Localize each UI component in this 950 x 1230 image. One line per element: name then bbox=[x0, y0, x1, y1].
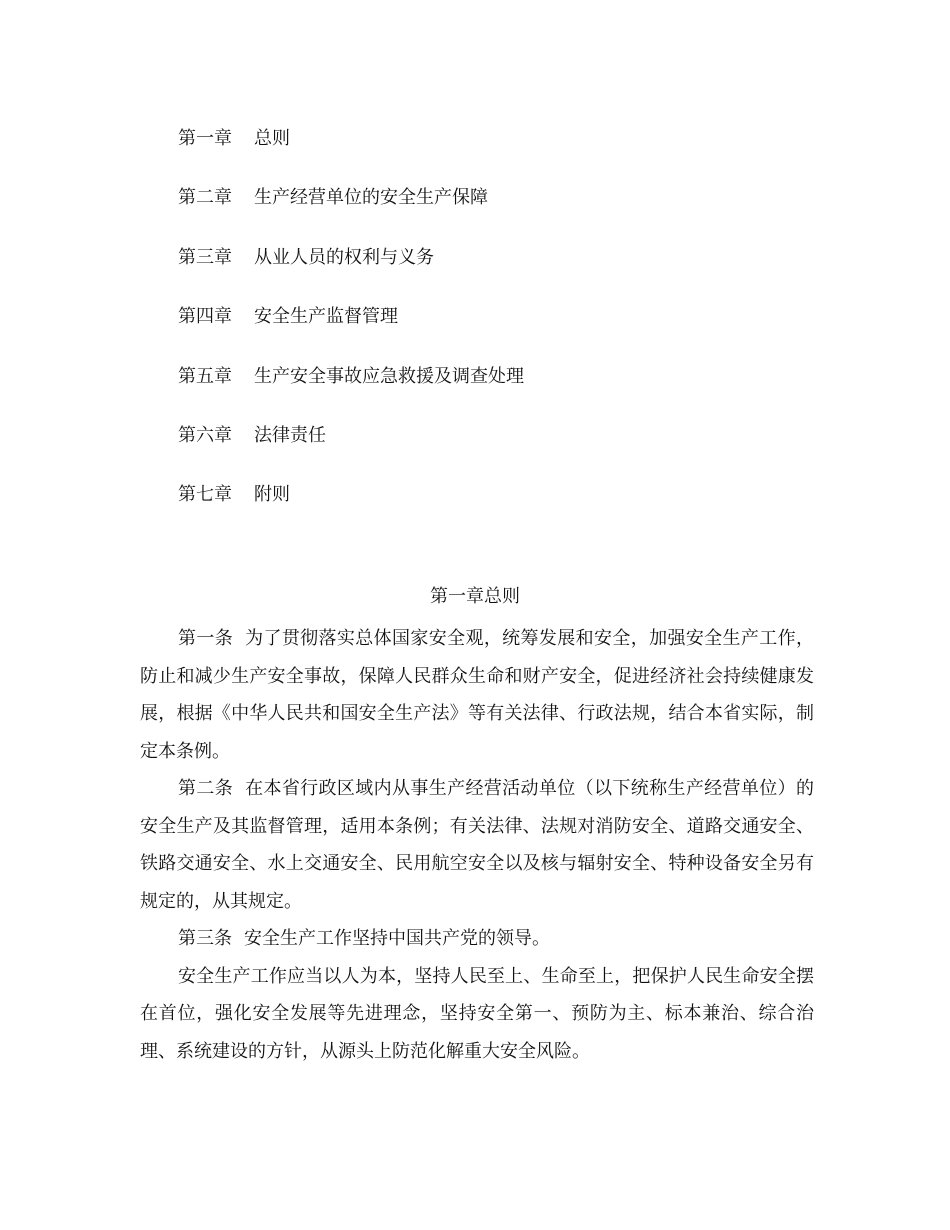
toc-entry bbox=[178, 480, 524, 539]
toc-entry bbox=[178, 421, 524, 480]
article-paragraph bbox=[140, 920, 814, 958]
article-number: 第一条 bbox=[178, 628, 234, 649]
toc-entry bbox=[178, 302, 524, 361]
toc-chapter-title: 总则 bbox=[254, 128, 290, 149]
toc-chapter-title: 生产经营单位的安全生产保障 bbox=[254, 187, 488, 209]
chapter-body bbox=[140, 620, 814, 1070]
toc-chapter-number: 第三章 bbox=[178, 246, 232, 268]
toc-chapter-number: 第二章 bbox=[178, 187, 232, 209]
article-number: 第二条 bbox=[178, 778, 234, 799]
toc-chapter-title: 生产安全事故应急救援及调查处理 bbox=[254, 365, 524, 387]
toc-chapter-number: 第六章 bbox=[178, 424, 232, 446]
toc-chapter-title: 安全生产监督管理 bbox=[254, 306, 398, 328]
article-paragraph bbox=[140, 620, 814, 770]
toc-chapter-number: 第四章 bbox=[178, 306, 232, 328]
article-text: 为了贯彻落实总体国家安全观，统筹发展和安全，加强安全生产工作，防止和减少生产安全事故，保障人民群众生命和财产安全，促进经济社会持续健康发展，根据《中华人民共和国安全生产法》等有关法律、行政法规，结合本省实际，制定本条例。 bbox=[140, 628, 814, 762]
toc-entry bbox=[178, 183, 524, 242]
toc-entry bbox=[178, 243, 524, 302]
article-text: 安全生产工作坚持中国共产党的领导。 bbox=[244, 928, 550, 949]
toc-chapter-title: 附则 bbox=[254, 484, 290, 506]
toc-chapter-title: 从业人员的权利与义务 bbox=[254, 246, 434, 268]
table-of-contents bbox=[178, 124, 524, 540]
chapter-heading: 第一章总则 bbox=[430, 586, 520, 607]
toc-chapter-number: 第五章 bbox=[178, 365, 232, 387]
toc-entry bbox=[178, 124, 524, 183]
article-text: 安全生产工作应当以人为本，坚持人民至上、生命至上，把保护人民生命安全摆在首位，强化安全发展等先进理念，坚持安全第一、预防为主、标本兼治、综合治理、系统建设的方针，从源头上防范化解重大安全风险。 bbox=[140, 965, 814, 1062]
article-paragraph bbox=[140, 770, 814, 920]
toc-chapter-number: 第七章 bbox=[178, 484, 232, 506]
article-text: 在本省行政区域内从事生产经营活动单位（以下统称生产经营单位）的安全生产及其监督管理，适用本条例；有关法律、法规对消防安全、道路交通安全、铁路交通安全、水上交通安全、民用航空安全以及核与辐射安全、特种设备安全另有规定的，从其规定。 bbox=[140, 778, 814, 912]
toc-chapter-title: 法律责任 bbox=[254, 424, 326, 446]
toc-entry bbox=[178, 362, 524, 421]
article-paragraph bbox=[140, 958, 814, 1071]
toc-chapter-number: 第一章 bbox=[178, 128, 232, 149]
article-number: 第三条 bbox=[178, 928, 232, 949]
